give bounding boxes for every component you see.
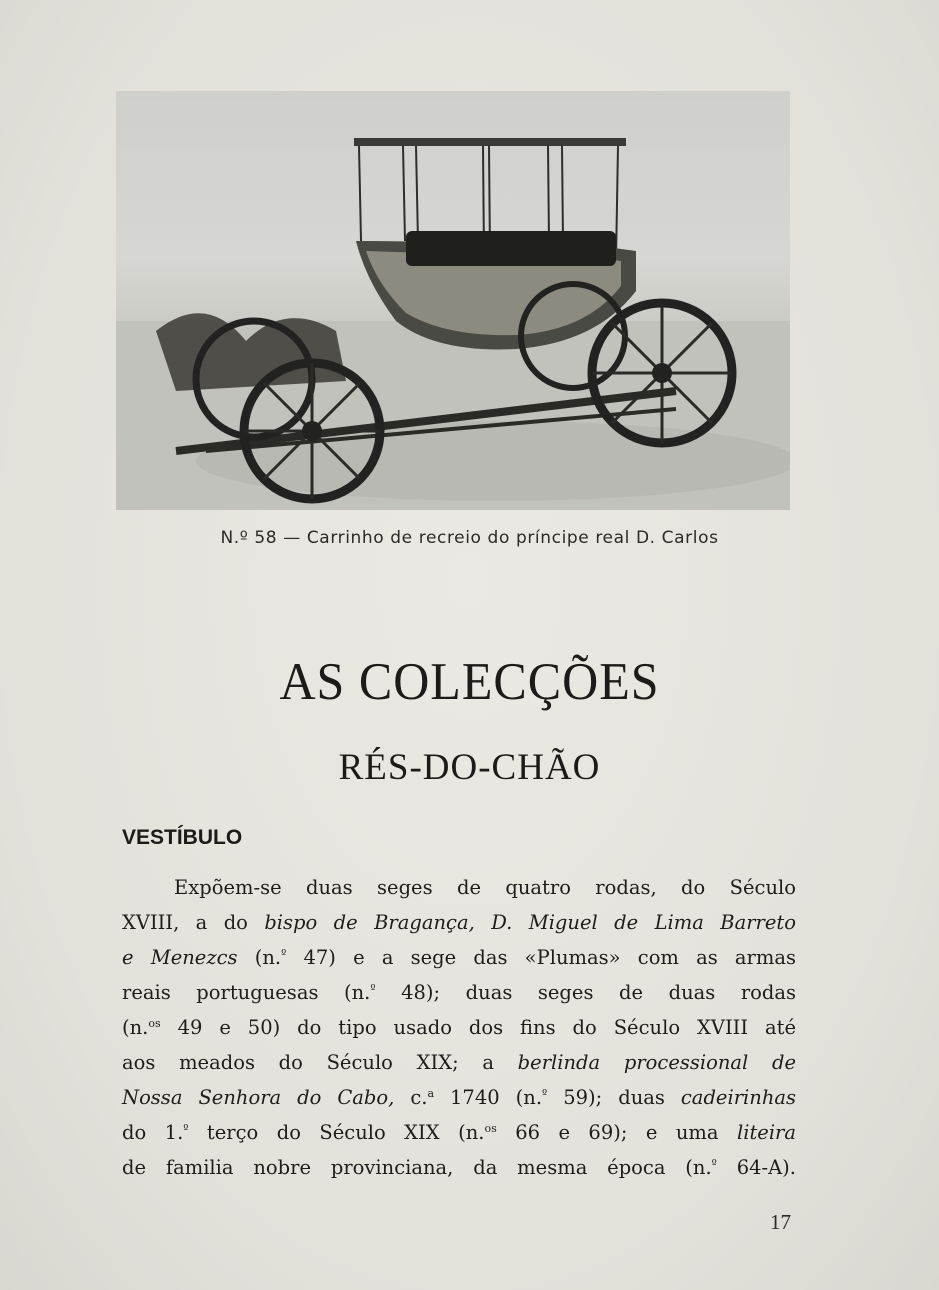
photo-caption: N.º 58 — Carrinho de recreio do príncipe real D. Carlos <box>220 528 719 548</box>
superscript: os <box>148 1017 161 1030</box>
text-run: de familia nobre provinciana, da mesma época (n. <box>122 1156 712 1179</box>
paragraph-line <box>122 1010 796 1045</box>
page-title: AS COLECÇÕES <box>279 651 660 711</box>
text-run: 59); duas <box>547 1086 681 1109</box>
body-paragraph <box>122 870 796 1185</box>
text-run: 1740 (n. <box>434 1086 543 1109</box>
text-run-italic: berlinda processional de <box>517 1051 796 1074</box>
text-run: (n. <box>122 1016 149 1039</box>
text-run: 47) e a sege das «Plumas» com as armas <box>286 946 796 969</box>
section-heading: VESTÍBULO <box>122 826 243 849</box>
superscript: º <box>542 1087 548 1100</box>
text-run: terço do Século XIX (n. <box>188 1121 485 1144</box>
text-run: reais portuguesas (n. <box>122 981 371 1004</box>
text-run: 48); duas seges de duas rodas <box>375 981 797 1004</box>
text-run: 49 e 50) do tipo usado dos fins do Século XVIII até <box>160 1016 796 1039</box>
paragraph-line <box>122 940 796 975</box>
text-run: 64-A). <box>716 1156 796 1179</box>
paragraph-line <box>122 1045 796 1080</box>
superscript: a <box>427 1087 435 1100</box>
carriage-illustration <box>116 91 790 510</box>
text-run-italic: e Menezcs <box>122 946 238 969</box>
paragraph-line <box>122 1115 796 1150</box>
superscript: º <box>281 947 287 960</box>
text-run: 66 e 69); e uma <box>496 1121 737 1144</box>
text-run: (n. <box>237 946 282 969</box>
text-run: XVIII, a do <box>122 911 265 934</box>
page-number: 17 <box>770 1210 791 1234</box>
text-run-italic: bispo de Bragança, D. Miguel de Lima Barreto <box>264 911 796 934</box>
superscript: º <box>183 1122 189 1135</box>
superscript: º <box>711 1157 717 1170</box>
superscript: os <box>484 1122 497 1135</box>
superscript: º <box>370 982 376 995</box>
text-run-italic: cadeirinhas <box>680 1086 797 1109</box>
carriage-photo <box>116 91 790 510</box>
paragraph-line <box>122 1150 796 1185</box>
text-run: Expõem-se duas seges de quatro rodas, do Século <box>174 876 796 899</box>
text-run: aos meados do Século XIX; a <box>122 1051 518 1074</box>
paragraph-line <box>122 1080 796 1115</box>
paragraph-line <box>122 905 796 940</box>
text-run-italic: Nossa Senhora do Cabo, <box>122 1086 395 1109</box>
page-subtitle: RÉS-DO-CHÃO <box>338 747 601 788</box>
text-run-italic: liteira <box>736 1121 797 1144</box>
paragraph-line <box>122 870 796 905</box>
text-run: c. <box>394 1086 428 1109</box>
paragraph-line <box>122 975 796 1010</box>
text-run: do 1. <box>122 1121 184 1144</box>
